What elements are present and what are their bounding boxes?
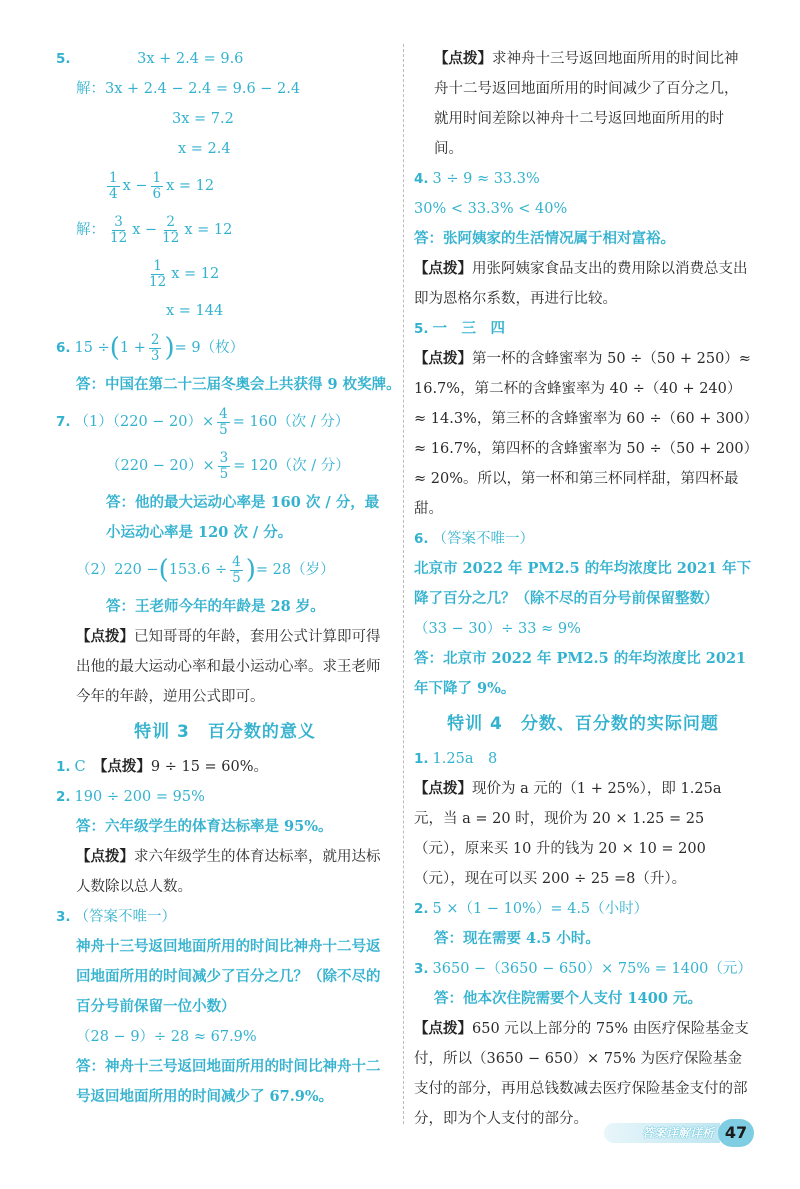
- s1-number: 1.: [56, 759, 71, 775]
- t1-tip: 【点拨】现价为 a 元的（1 + 25%），即 1.25a 元，当 a = 20 时，现价为 20 × 1.25 = 25（元），原来买 10 升的钱为 20 × 10 = 200（元），现在可以买 200 ÷ 25 =8（升）。: [414, 780, 722, 887]
- t3-line: 3. 3650 −（3650 − 650）× 75% = 1400（元）: [414, 961, 752, 977]
- right-column: [414, 44, 752, 1134]
- q7-line-1: 7. （1）（220 − 20）× $\frac{4}{5}$ = 160（次 / 分）: [56, 406, 350, 438]
- t2-line: 2. 5 ×（1 − 10%）= 4.5（小时）: [414, 901, 649, 917]
- footer-badge: 答案详解详析: [604, 1123, 720, 1143]
- t3-number: 3.: [414, 961, 429, 977]
- fraction: $\frac{2}{12}$: [162, 214, 180, 246]
- equation: 3x + 2.4 = 9.6: [137, 51, 244, 67]
- r3-tip: 【点拨】求神舟十三号返回地面所用的时间比神舟十二号返回地面所用的时间减少了百分之几，就用时间差除以神舟十二号返回地面所用的时间。: [434, 50, 739, 157]
- fraction: $\frac{4}{5}$: [219, 406, 228, 438]
- s2-line: 2. 190 ÷ 200 = 95%: [56, 789, 205, 805]
- s2-answer: 答：六年级学生的体育达标率是 95%。: [76, 818, 333, 835]
- q7-tip: 【点拨】已知哥哥的年龄，套用公式计算即可得出他的最大运动心率和最小运动心率。求王老师今年的年龄，逆用公式即可。: [76, 628, 381, 705]
- q5-line-7: $\frac{1}{12}$ x = 12: [149, 258, 220, 290]
- s1-line: 1. C 【点拨】9 ÷ 15 = 60%。: [56, 758, 269, 775]
- tip-label: 【点拨】: [76, 628, 134, 645]
- s3-calc: （28 − 9）÷ 28 ≈ 67.9%: [76, 1029, 257, 1045]
- q6-number: 6.: [56, 340, 71, 356]
- t3-answer: 答：他本次住院需要个人支付 1400 元。: [434, 990, 702, 1007]
- t1-line: 1. 1.25a 8: [414, 751, 498, 767]
- column-divider: [403, 44, 404, 1124]
- q5-line-6: 解： $\frac{3}{12}$ x − $\frac{2}{12}$ x = 12: [76, 214, 233, 246]
- q6-answer: 答：中国在第二十三届冬奥会上共获得 9 枚奖牌。: [76, 376, 401, 393]
- fraction: $\frac{1}{12}$: [149, 258, 167, 290]
- t2-answer: 答：现在需要 4.5 小时。: [434, 930, 600, 947]
- r6-calc: （33 − 30）÷ 33 ≈ 9%: [414, 621, 581, 637]
- t2-number: 2.: [414, 901, 429, 917]
- fraction: $\frac{1}{4}$: [109, 170, 118, 202]
- q5-number: 5.: [56, 51, 71, 67]
- s3-question: 神舟十三号返回地面所用的时间比神舟十二号返回地面所用的时间减少了百分之几？（除不尽的百分号前保留一位小数）: [76, 938, 381, 1015]
- q7-answer-1: 答：他的最大运动心率是 160 次 / 分，最: [106, 494, 380, 511]
- r6-line: 6. （答案不唯一）: [414, 531, 535, 547]
- q7-answer-2: 小运动心率是 120 次 / 分。: [106, 524, 293, 541]
- t3-tip: 【点拨】650 元以上部分的 75% 由医疗保险基金支付，所以（3650 − 650）× 75% 为医疗保险基金支付的部分，再用总钱数减去医疗保险基金支付的部分，即为个人支付的部分。: [414, 1020, 749, 1127]
- r4-compare: 30% < 33.3% < 40%: [414, 201, 568, 217]
- r4-tip: 【点拨】用张阿姨家食品支出的费用除以消费总支出即为恩格尔系数，再进行比较。: [414, 260, 748, 307]
- page-number: 47: [718, 1119, 754, 1147]
- t1-number: 1.: [414, 751, 429, 767]
- q5-line-4: x = 2.4: [178, 141, 231, 157]
- r4-number: 4.: [414, 171, 429, 187]
- q5-line-8: x = 144: [166, 303, 224, 319]
- r6-answer: 答：北京市 2022 年 PM2.5 的年均浓度比 2021 年下降了 9%。: [414, 650, 747, 697]
- q6-line: 6. 15 ÷(1 + $\frac{2}{3}$ )= 9（枚）: [56, 332, 245, 364]
- s2-tip: 【点拨】求六年级学生的体育达标率，就用达标人数除以总人数。: [76, 848, 381, 895]
- s3-line: 3. （答案不唯一）: [56, 909, 177, 925]
- q5-line-5: $\frac{1}{4}$ x − $\frac{1}{6}$ x = 12: [109, 170, 215, 202]
- q7-number: 7.: [56, 414, 71, 430]
- q5-line-2: 解：3x + 2.4 − 2.4 = 9.6 − 2.4: [76, 81, 301, 97]
- r5-number: 5.: [414, 321, 429, 337]
- r5-line: 5. 一 三 四: [414, 320, 506, 337]
- r4-line: 4. 3 ÷ 9 ≈ 33.3%: [414, 171, 540, 187]
- section-heading-3: 特训 3 百分数的意义: [134, 722, 316, 742]
- s3-number: 3.: [56, 909, 71, 925]
- s2-number: 2.: [56, 789, 71, 805]
- r6-number: 6.: [414, 531, 429, 547]
- q7-answer-3: 答：王老师今年的年龄是 28 岁。: [106, 598, 325, 615]
- section-heading-4: 特训 4 分数、百分数的实际问题: [447, 714, 719, 734]
- r6-question: 北京市 2022 年 PM2.5 的年均浓度比 2021 年下降了百分之几？（除不尽的百分号前保留整数）: [414, 560, 752, 607]
- fraction: $\frac{3}{5}$: [219, 450, 229, 482]
- q7-line-3: （2）220 −(153.6 ÷ $\frac{4}{5}$ )= 28（岁）: [76, 554, 335, 586]
- q5-line-3: 3x = 7.2: [172, 111, 234, 127]
- fraction: $\frac{1}{6}$: [152, 170, 162, 202]
- fraction: $\frac{2}{3}$: [150, 332, 160, 364]
- r4-answer: 答：张阿姨家的生活情况属于相对富裕。: [414, 230, 675, 247]
- fraction: $\frac{3}{12}$: [110, 214, 128, 246]
- fraction: $\frac{4}{5}$: [232, 554, 241, 586]
- q7-line-2: （220 − 20）× $\frac{3}{5}$ = 120（次 / 分）: [106, 450, 350, 482]
- left-column: [56, 44, 401, 1112]
- s3-answer: 答：神舟十三号返回地面所用的时间比神舟十二号返回地面所用的时间减少了 67.9%。: [76, 1058, 381, 1105]
- r5-tip: 【点拨】第一杯的含蜂蜜率为 50 ÷（50 + 250）≈ 16.7%，第二杯的含蜂蜜率为 40 ÷（40 + 240）≈ 14.3%，第三杯的含蜂蜜率为 60 ÷（60 + 300）≈ 16.7%，第四杯的含蜂蜜率为 50 ÷（50 + 200）≈ 20%。所以，第一杯和第三杯同样甜，第四杯最甜。: [414, 350, 751, 517]
- q5-line-1: [56, 44, 394, 74]
